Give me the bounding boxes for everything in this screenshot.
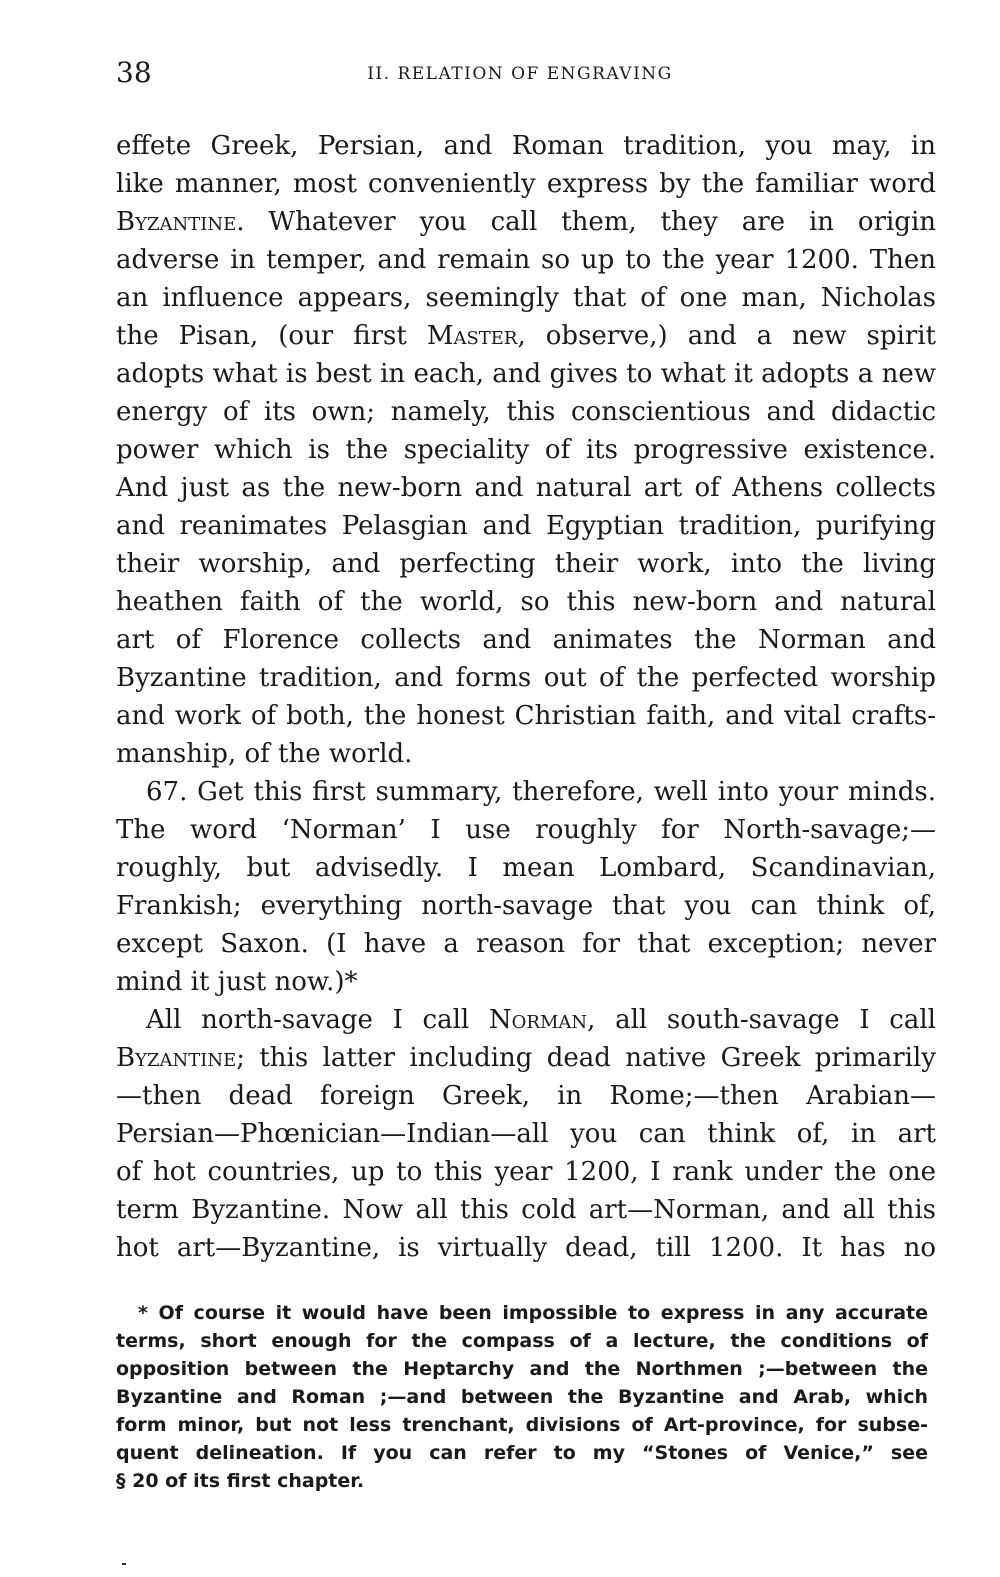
text-line: hot art—Byzantine, is virtually dead, till 1200. It has no: [116, 1233, 936, 1263]
text-line: adopts what is best in each, and gives to what it adopts a new: [116, 359, 936, 389]
footnote-line: quent delineation. If you can refer to my “Stones of Venice,” see: [116, 1442, 928, 1464]
text-line: And just as the new-born and natural art of Athens collects: [116, 473, 936, 503]
text-fragment: All north-savage I call: [146, 1005, 470, 1035]
footnote-line: § 20 of its first chapter.: [116, 1470, 365, 1492]
text-line: Byzantine tradition, and forms out of the perfected worship: [116, 663, 936, 693]
footnote-line: form minor, but not less trenchant, divisions of Art-province, for subse-: [116, 1414, 928, 1436]
text-line: of hot countries, up to this year 1200, I rank under the one: [116, 1157, 936, 1187]
text-line: term Byzantine. Now all this cold art—Norman, and all this: [116, 1195, 936, 1225]
small-caps-term: Byzantine.: [116, 207, 245, 237]
text-line: [116, 204, 936, 240]
text-fragment: Whatever you call them, they are in origin: [268, 207, 937, 237]
text-line: —then dead foreign Greek, in Rome;—then Arabian—: [116, 1081, 936, 1111]
text-line: mind it just now.)*: [116, 967, 358, 997]
text-line: [116, 1002, 936, 1038]
text-line: Frankish; everything north-savage that you can think of,: [116, 891, 936, 921]
small-caps-term: Byzantine: [116, 1043, 237, 1073]
text-line: roughly, but advisedly. I mean Lombard, Scandinavian,: [116, 853, 936, 883]
footnote-line: terms, short enough for the compass of a lecture, the conditions of: [116, 1330, 928, 1352]
text-line: The word ‘Norman’ I use roughly for North-savage;—: [116, 815, 936, 845]
paragraph-67-line: 67. Get this first summary, therefore, well into your minds.: [146, 777, 936, 807]
text-line: [116, 318, 936, 354]
text-fragment: the Pisan, (our first: [116, 321, 407, 351]
footnote-line: Byzantine and Roman ;—and between the Byzantine and Arab, which: [116, 1386, 928, 1408]
text-line: and work of both, the honest Christian faith, and vital crafts-: [116, 701, 936, 731]
footnote-line: opposition between the Heptarchy and the Northmen ;—between the: [116, 1358, 928, 1380]
text-line: except Saxon. (I have a reason for that exception; never: [116, 929, 936, 959]
text-line: manship, of the world.: [116, 739, 413, 769]
text-line: effete Greek, Persian, and Roman tradition, you may, in: [116, 131, 936, 161]
text-line: [116, 1040, 936, 1076]
text-line: art of Florence collects and animates the Norman and: [116, 625, 936, 655]
small-caps-term: Norman,: [488, 1005, 596, 1035]
text-line: an influence appears, seemingly that of one man, Nicholas: [116, 283, 936, 313]
text-fragment: ; this latter including dead native Greek primarily: [236, 1043, 936, 1073]
text-line: energy of its own; namely, this conscientious and didactic: [116, 397, 936, 427]
text-line: heathen faith of the world, so this new-born and natural: [116, 587, 936, 617]
print-mark: [122, 1563, 126, 1565]
text-line: like manner, most conveniently express by the familiar word: [116, 169, 936, 199]
text-line: their worship, and perfecting their work, into the living: [116, 549, 936, 579]
text-line: power which is the speciality of its progressive existence.: [116, 435, 936, 465]
running-head: II. RELATION OF ENGRAVING: [367, 64, 673, 84]
small-caps-term: Master,: [426, 321, 526, 351]
footnote-line: * Of course it would have been impossible to express in any accurate: [138, 1302, 928, 1324]
text-line: Persian—Phœnician—Indian—all you can think of, in art: [116, 1119, 936, 1149]
page-number: 38: [116, 56, 152, 89]
text-fragment: observe,) and a new spirit: [545, 321, 937, 351]
text-fragment: all south-savage I call: [615, 1005, 936, 1035]
text-line: adverse in temper, and remain so up to the year 1200. Then: [116, 245, 936, 275]
text-line: and reanimates Pelasgian and Egyptian tradition, purifying: [116, 511, 936, 541]
